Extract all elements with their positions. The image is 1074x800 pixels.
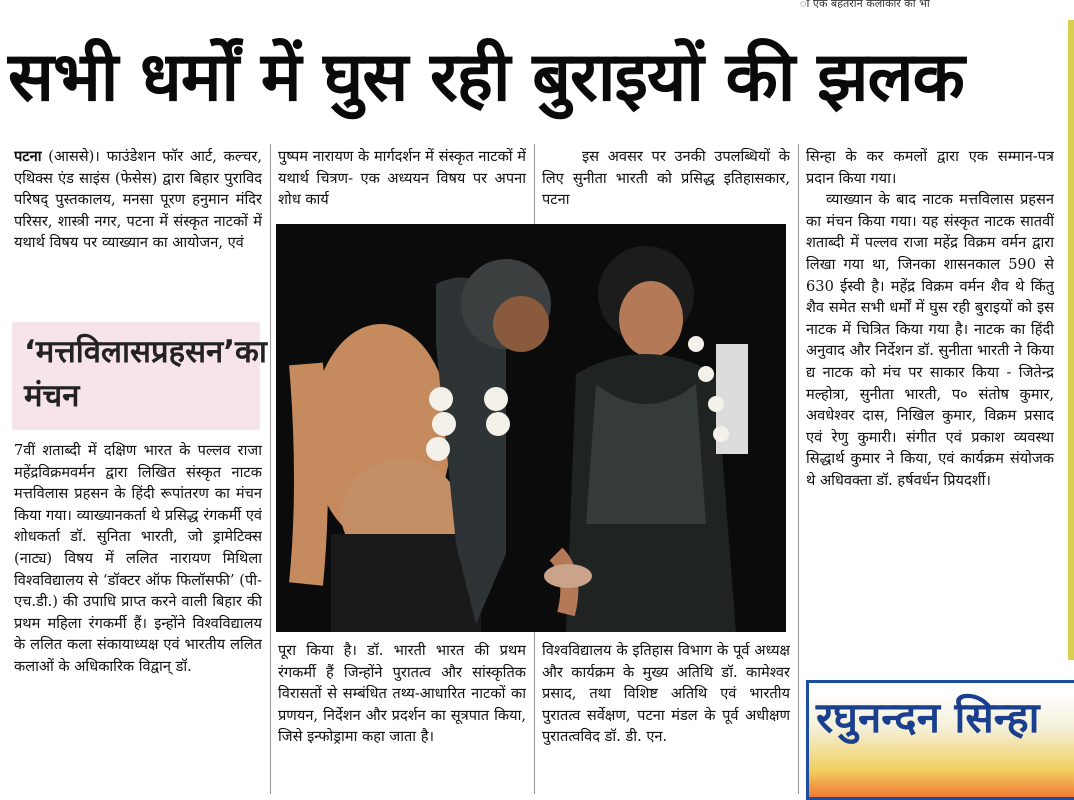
kicker-title: ‘मत्तविलासप्रहसन’का मंचन [24, 334, 267, 414]
top-text-fragment: ा एक बहतरान कलाकार का भा [800, 0, 930, 8]
column-separator [270, 144, 271, 794]
article-text: इस अवसर पर उनकी उपलब्धियों के लिए सुनीता भारती को प्रसिद्ध इतिहासकार, पटना [542, 148, 790, 209]
article-column-3-bottom [542, 640, 790, 790]
article-column-1-top [14, 146, 262, 316]
article-column-3-top [542, 146, 790, 220]
performance-photo-illustration [276, 224, 786, 632]
article-text: (आससे)। फाउंडेशन फॉर आर्ट, कल्चर, एथिक्स एंड साइंस (फेसेस) द्वारा बिहार पुराविद परिषद् पुस्तकालय, मनसा पूरण हनुमान मंदिर परिसर, शास्त्री नगर, पटना में संस्कृत नाटकों में यथार्थ विषय पर व्याख्यान का आयोजन, एवं [14, 148, 262, 252]
right-margin-strip [1068, 20, 1074, 660]
article-text: सिन्हा के कर कमलों द्वारा एक सम्मान-पत्र प्रदान किया गया। [806, 148, 1054, 187]
column-separator [798, 144, 799, 794]
article-column-2-top [278, 146, 526, 220]
headline: सभी धर्मों में घुस रही बुराइयों की झलक [8, 38, 964, 117]
article-column-4 [806, 146, 1054, 666]
article-text: 7वीं शताब्दी में दक्षिण भारत के पल्लव राजा महेंद्रविक्रमवर्मन द्वारा लिखित संस्कृत नाटक मत्तविलास प्रहसन के हिंदी रूपांतरण का मंचन किया गया। व्याख्यानकर्ता थे प्रसिद्ध रंगकर्मी एवं शोधकर्ता डॉ. सुनिता भारती, जो ड्रामेटिक्स (नाट्य) विषय में ललित नारायण मिथिला विश्वविद्यालय से ‘डॉक्टर ऑफ फिलॉसफी’ (पी-एच.डी.) की उपाधि प्राप्त करने वाली बिहार की प्रथम महिला रंगकर्मी हैं। इन्होंने विश्वविद्यालय के ललित कला संकायाध्यक्ष एवं भारतीय ललित कलाओं के अधिकारिक विद्वान् डॉ. [14, 442, 262, 675]
article-column-2-bottom [278, 640, 526, 790]
article-text: विश्वविद्यालय के इतिहास विभाग के पूर्व अध्यक्ष और कार्यक्रम के मुख्य अतिथि डॉ. कामेश्वर प्रसाद, तथा विशिष्ट अतिथि एवं भारतीय पुरातत्व सर्वेक्षण, पटना मंडल के पूर्व अधीक्षण पुरातत्वविद डॉ. डी. एन. [542, 642, 790, 746]
dateline: पटना [14, 148, 42, 165]
performance-photo [276, 224, 786, 632]
ad-text: रघुनन्दन सिन्हा [816, 693, 1040, 742]
article-column-1-bottom [14, 440, 262, 790]
article-text: पूरा किया है। डॉ. भारती भारत की प्रथम रंगकर्मी हैं जिन्होंने पुरातत्व और सांस्कृतिक विरासतों से सम्बंधित तथ्य-आधारित नाटकों का प्रणयन, निर्देशन और प्रदर्शन का सूत्रपात किया, जिसे इन्फोड्रामा कहा जाता है। [278, 642, 526, 746]
advertisement [806, 680, 1074, 800]
kicker-box [12, 322, 267, 430]
article-text: व्याख्यान के बाद नाटक मत्तविलास प्रहसन का मंचन किया गया। यह संस्कृत नाटक सातवीं शताब्दी में पल्लव राजा महेंद्र विक्रम वर्मन द्वारा लिखा गया था, जिनका शासनकाल 590 से 630 ईस्वी है। महेंद्र विक्रम वर्मन शैव थे किंतु शैव समेत सभी धर्मों में घुस रही बुराइयों को इस नाटक में चित्रित किया गया है। नाटक का हिंदी अनुवाद और निर्देशन डॉ. सुनीता भारती ने किया द्य नाटक को मंच पर साकार किया - जितेन्द्र मल्होत्रा, सुनीता भारती, प० संतोष कुमार, अवधेश्वर दास, निखिल कुमार, विक्रम प्रसाद एवं रेणु कुमारी। संगीत एवं प्रकाश व्यवस्था सिद्धार्थ कुमार ने किया, एवं कार्यक्रम संयोजक थे अधिवक्ता डॉ. हर्षवर्धन प्रियदर्शी। [806, 191, 1054, 489]
article-text: पुष्पम नारायण के मार्गदर्शन में संस्कृत नाटकों में यथार्थ चित्रण- एक अध्ययन विषय पर अपना शोध कार्य [278, 148, 526, 209]
